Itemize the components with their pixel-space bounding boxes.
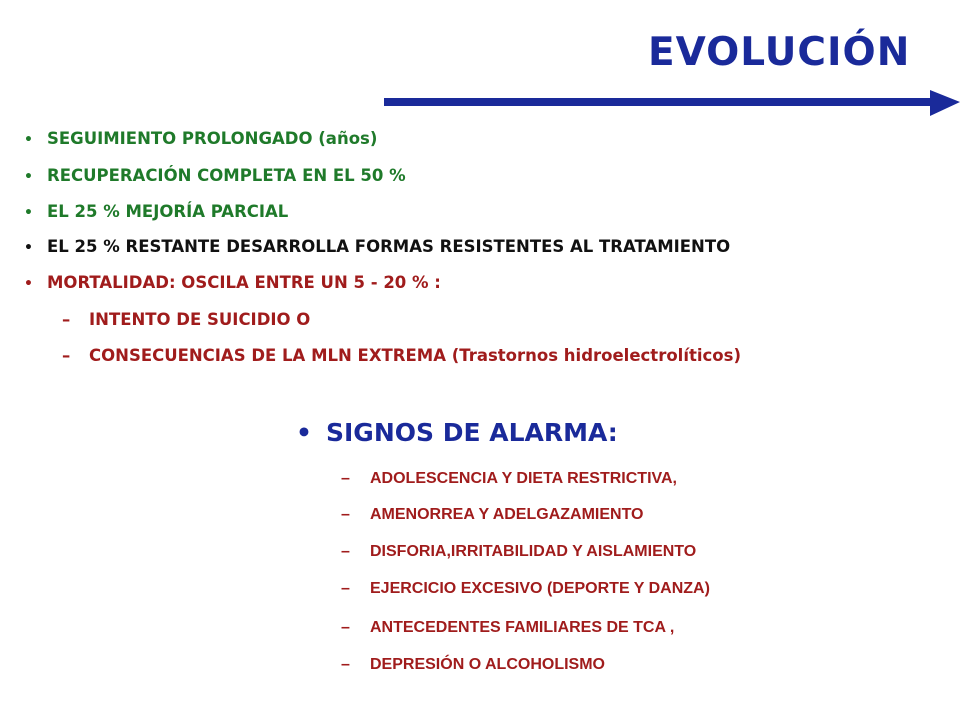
arrow-right-icon (384, 88, 960, 120)
list-item: SEGUIMIENTO PROLONGADO (años) (47, 129, 378, 148)
dash-marker: – (341, 543, 350, 560)
sub-list-item: INTENTO DE SUICIDIO O (89, 310, 311, 329)
list-item: MORTALIDAD: OSCILA ENTRE UN 5 - 20 % : (47, 273, 441, 292)
sub-list-item: CONSECUENCIAS DE LA MLN EXTREMA (Trastornos hidroelectrolíticos) (89, 346, 741, 365)
list-item: RECUPERACIÓN COMPLETA EN EL 50 % (47, 166, 406, 185)
dash-marker: – (62, 346, 71, 365)
list-item: EL 25 % RESTANTE DESARROLLA FORMAS RESISTENTES AL TRATAMIENTO (47, 237, 731, 256)
bullet-marker: • (24, 240, 33, 256)
dash-marker: – (341, 470, 350, 487)
dash-marker: – (62, 310, 71, 329)
alarm-item: ANTECEDENTES FAMILIARES DE TCA , (370, 619, 675, 636)
bullet-marker: • (24, 276, 33, 292)
bullet-marker: • (24, 169, 33, 185)
dash-marker: – (341, 656, 350, 673)
alarm-item: DEPRESIÓN O ALCOHOLISMO (370, 656, 605, 673)
bullet-marker: • (296, 418, 312, 447)
slide-title: EVOLUCIÓN (648, 30, 911, 75)
alarm-heading: SIGNOS DE ALARMA: (326, 418, 618, 447)
list-item: EL 25 % MEJORÍA PARCIAL (47, 202, 289, 221)
bullet-marker: • (24, 132, 33, 148)
bullet-marker: • (24, 205, 33, 221)
alarm-item: DISFORIA,IRRITABILIDAD Y AISLAMIENTO (370, 543, 697, 560)
alarm-item: EJERCICIO EXCESIVO (DEPORTE Y DANZA) (370, 580, 710, 597)
dash-marker: – (341, 619, 350, 636)
alarm-item: ADOLESCENCIA Y DIETA RESTRICTIVA, (370, 470, 677, 487)
alarm-item: AMENORREA Y ADELGAZAMIENTO (370, 506, 644, 523)
dash-marker: – (341, 506, 350, 523)
dash-marker: – (341, 580, 350, 597)
